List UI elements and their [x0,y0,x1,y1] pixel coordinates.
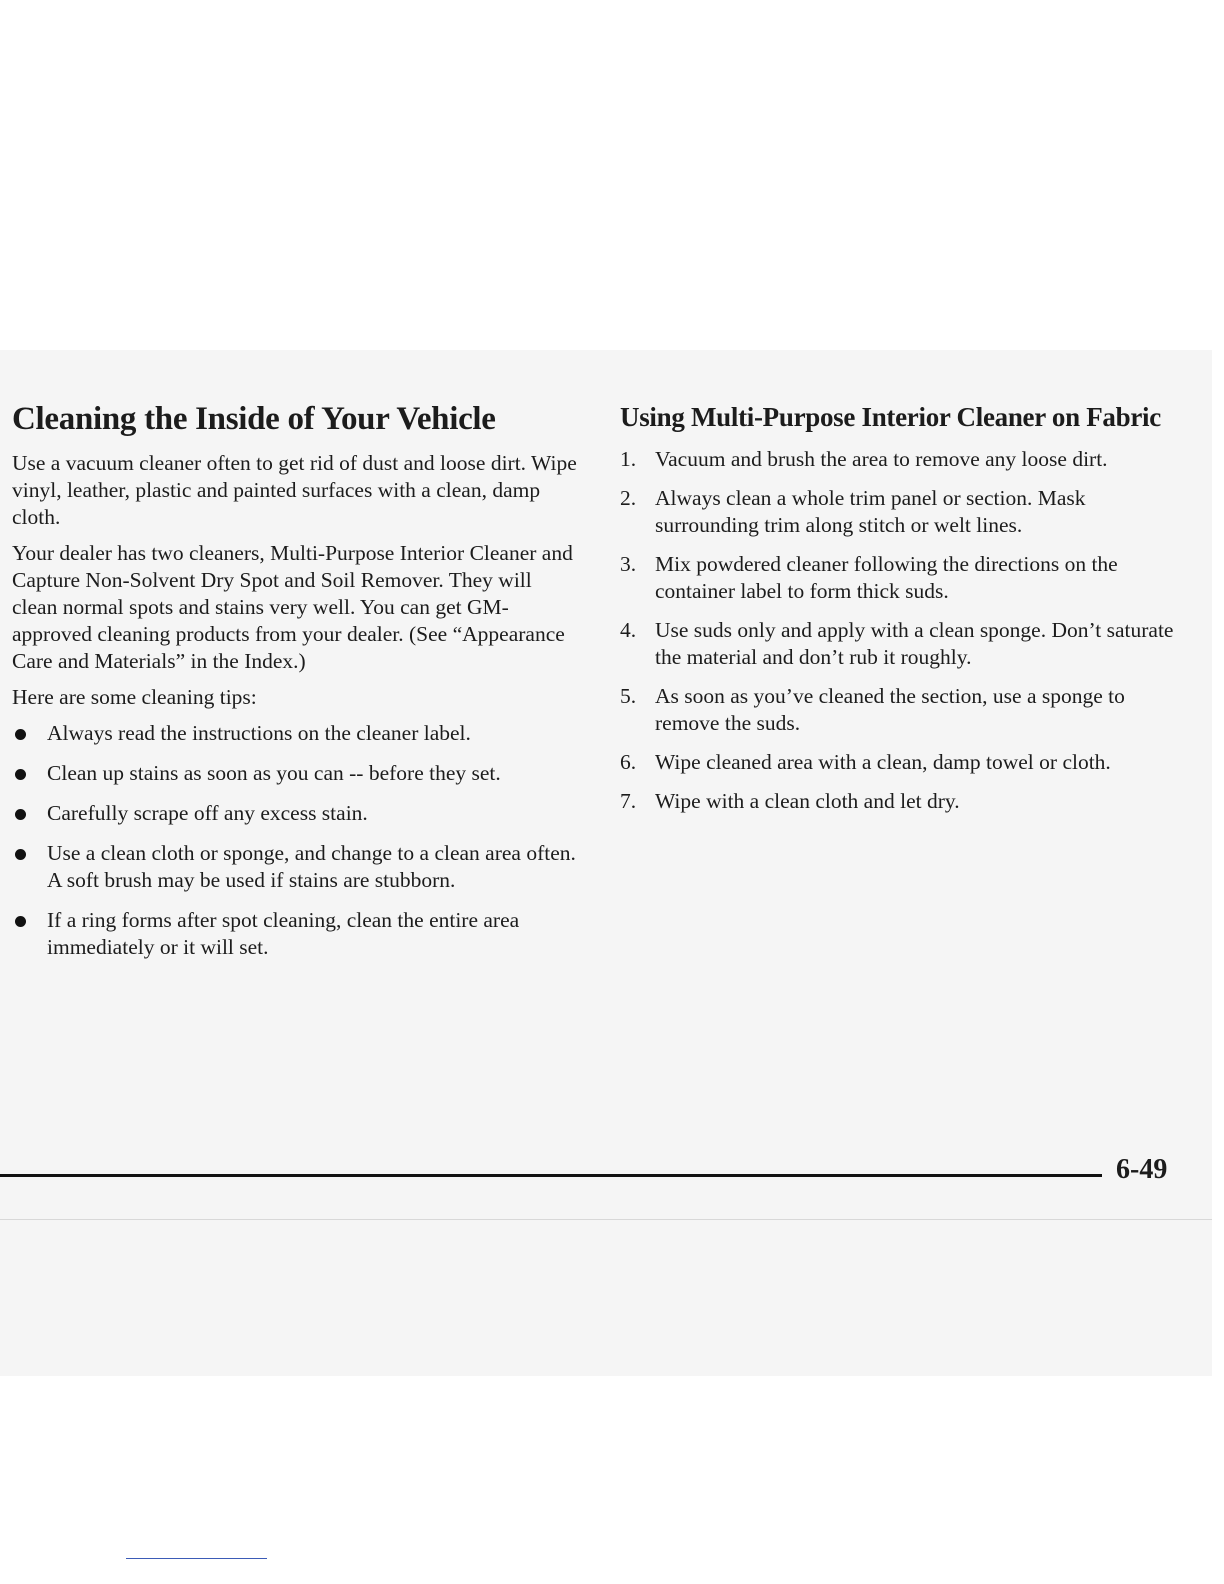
step-text: Mix powdered cleaner following the directions on the container label to form thick suds. [655,551,1118,603]
page-number: 6-49 [1116,1154,1168,1185]
step-number: 6. [620,749,637,774]
section-title-multi-purpose-cleaner: Using Multi-Purpose Interior Cleaner on Fabric [620,402,1161,432]
right-column [620,402,1180,827]
step-number: 5. [620,683,637,708]
step-text: Vacuum and brush the area to remove any loose dirt. [655,446,1108,471]
scan-edge-line [0,1219,1212,1220]
step-number: 3. [620,551,637,576]
bullet-icon [15,769,26,780]
step-text: As soon as you’ve cleaned the section, use a sponge to remove the suds. [655,683,1125,735]
step-number: 4. [620,617,637,642]
list-item [12,840,577,894]
step-number: 7. [620,788,637,813]
tip-text: Clean up stains as soon as you can -- before they set. [47,760,501,785]
list-item [620,446,1180,473]
bullet-icon [15,916,26,927]
cleaning-tips-list [12,720,577,961]
paragraph-vacuum: Use a vacuum cleaner often to get rid of dust and loose dirt. Wipe vinyl, leather, plastic and painted surfaces with a clean, damp cloth. [12,450,577,529]
tip-text: Use a clean cloth or sponge, and change to a clean area often. A soft brush may be used if stains are stubborn. [47,840,576,892]
left-column [12,400,577,974]
bullet-icon [15,809,26,820]
step-text: Use suds only and apply with a clean sponge. Don’t saturate the material and don’t rub it roughly. [655,617,1174,669]
list-item [620,617,1180,671]
tip-text: Carefully scrape off any excess stain. [47,800,368,825]
step-number: 2. [620,485,637,510]
step-text: Wipe cleaned area with a clean, damp towel or cloth. [655,749,1111,774]
list-item [12,800,577,827]
list-item [620,551,1180,605]
list-item [620,485,1180,539]
bullet-icon [15,729,26,740]
step-number: 1. [620,446,637,471]
footer-link-underline [126,1558,267,1559]
paragraph-tips-intro: Here are some cleaning tips: [12,684,257,709]
list-item [620,683,1180,737]
section-title-cleaning-inside: Cleaning the Inside of Your Vehicle [12,401,496,437]
list-item [620,749,1180,776]
list-item [12,907,577,961]
tip-text: Always read the instructions on the cleaner label. [47,720,471,745]
tip-text: If a ring forms after spot cleaning, clean the entire area immediately or it will set. [47,907,520,959]
paragraph-dealer-cleaners: Your dealer has two cleaners, Multi-Purpose Interior Cleaner and Capture Non-Solvent Dry Spot and Soil Remover. They will clean normal spots and stains very well. You can get GM-approved cleaning products from your dealer. (See “Appearance Care and Materials” in the Index.) [12,540,573,673]
bullet-icon [15,849,26,860]
step-text: Always clean a whole trim panel or section. Mask surrounding trim along stitch or welt lines. [655,485,1086,537]
step-text: Wipe with a clean cloth and let dry. [655,788,960,813]
list-item [12,720,577,747]
list-item [12,760,577,787]
list-item [620,788,1180,815]
cleaning-steps-list [620,446,1180,815]
footer-rule [0,1174,1102,1177]
